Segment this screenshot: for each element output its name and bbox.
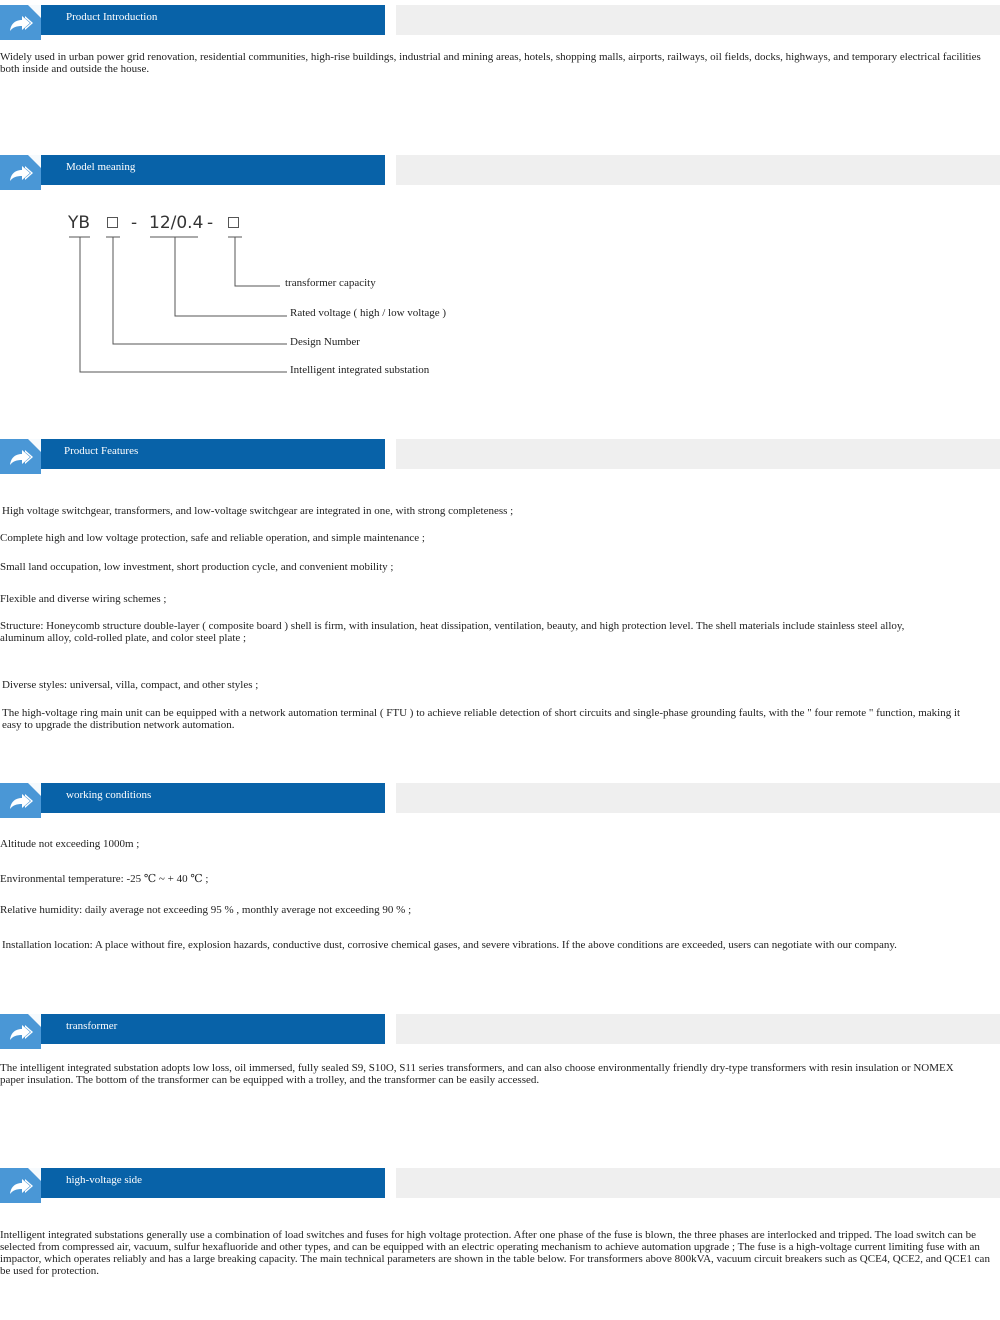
intro-paragraph: Widely used in urban power grid renovation, residential communities, high-rise buildings, industrial and mining areas, hotels, shopping malls, airports, railways, oil fields, docks, highways, and temporary electrical facilities both inside and outside the house.	[0, 51, 981, 75]
share-arrow-icon	[0, 155, 41, 190]
section-title: transformer	[66, 1020, 118, 1032]
label-intelligent-substation: Intelligent integrated substation	[290, 364, 430, 376]
condition-item: Installation location: A place without fire, explosion hazards, conductive dust, corrosive chemical gases, and severe vibrations. If the above conditions are exceeded, users can negotiate with our company.	[2, 939, 897, 951]
section-title: Product Features	[64, 445, 139, 457]
section-header-transformer	[0, 1009, 1000, 1049]
header-bar	[28, 439, 385, 469]
header-filler	[396, 1168, 1000, 1198]
share-arrow-icon	[0, 1168, 41, 1203]
header-bar	[28, 5, 385, 35]
label-design-number: Design Number	[290, 336, 360, 348]
header-bar	[28, 155, 385, 185]
transformer-paragraph: The intelligent integrated substation adopts low loss, oil immersed, fully sealed S9, S10O, S11 series transformers, and can also choose environmentally friendly dry-type transformers with resin insulation or NOMEX paper insulation. The bottom of the transformer can be equipped with a trolley, and the transformer can be easily accessed.	[0, 1062, 954, 1086]
condition-item: Altitude not exceeding 1000m ;	[0, 838, 140, 850]
model-code-voltage: 12/0.4	[149, 213, 204, 233]
section-title: high-voltage side	[66, 1174, 143, 1186]
share-arrow-icon	[0, 783, 41, 818]
header-bar	[28, 783, 385, 813]
header-filler	[396, 5, 1000, 35]
label-rated-voltage: Rated voltage ( high / low voltage )	[290, 307, 447, 319]
model-meaning-diagram	[0, 200, 500, 400]
section-header-product-introduction	[0, 0, 1000, 40]
section-header-working-conditions	[0, 778, 1000, 818]
header-filler	[396, 439, 1000, 469]
header-filler	[396, 783, 1000, 813]
feature-item: Diverse styles: universal, villa, compact, and other styles ;	[2, 679, 259, 691]
share-arrow-icon	[0, 5, 41, 40]
feature-item: High voltage switchgear, transformers, and low-voltage switchgear are integrated in one, with strong completeness ;	[2, 505, 514, 517]
section-header-model-meaning	[0, 150, 1000, 190]
feature-item: Structure: Honeycomb structure double-layer ( composite board ) shell is firm, with insulation, heat dissipation, ventilation, beauty, and high protection level. The shell materials include stainless steel alloy, aluminum alloy, cold-rolled plate, and color steel plate ;	[0, 620, 905, 644]
label-transformer-capacity: transformer capacity	[285, 277, 376, 289]
model-code-separator: -	[131, 213, 138, 233]
feature-item: Complete high and low voltage protection, safe and reliable operation, and simple maintenance ;	[0, 532, 425, 544]
share-arrow-icon	[0, 439, 41, 474]
header-bar	[28, 1168, 385, 1198]
model-code-separator: -	[207, 213, 214, 233]
section-header-product-features	[0, 434, 1000, 474]
condition-item: Relative humidity: daily average not exceeding 95 % , monthly average not exceeding 90 % ;	[0, 904, 412, 916]
condition-item: Environmental temperature: -25 ℃ ~ + 40 ℃ ;	[0, 873, 209, 885]
header-filler	[396, 1014, 1000, 1044]
feature-item: The high-voltage ring main unit can be equipped with a network automation terminal ( FTU ) to achieve reliable detection of short circuits and single-phase grounding faults, with the " four remote " function, making it easy to upgrade the distribution network automation.	[2, 707, 961, 731]
section-title: Model meaning	[66, 161, 136, 173]
section-header-high-voltage-side	[0, 1163, 1000, 1203]
hv-side-paragraph: Intelligent integrated substations generally use a combination of load switches and fuses for high voltage protection. After one phase of the fuse is blown, the three phases are interlocked and tripped. The load switch can be selected from compressed air, vacuum, sulfur hexafluoride and other types, and can be equipped with an electric operating mechanism to achieve automation upgrade ; The fuse is a high-voltage current limiting fuse with an impactor, which operates reliably and has a large breaking capacity. The main technical parameters are shown in the table below. For transformers above 800kVA, vacuum circuit breakers such as QCE4, QCE2, and QCE1 can be used for protection.	[0, 1229, 990, 1277]
design-number-box	[107, 217, 118, 228]
section-title: Product Introduction	[66, 11, 158, 23]
header-bar	[28, 1014, 385, 1044]
capacity-box	[228, 217, 239, 228]
model-code-prefix: YB	[68, 213, 91, 233]
feature-item: Small land occupation, low investment, short production cycle, and convenient mobility ;	[0, 561, 394, 573]
share-arrow-icon	[0, 1014, 41, 1049]
header-filler	[396, 155, 1000, 185]
feature-item: Flexible and diverse wiring schemes ;	[0, 593, 167, 605]
section-title: working conditions	[66, 789, 152, 801]
